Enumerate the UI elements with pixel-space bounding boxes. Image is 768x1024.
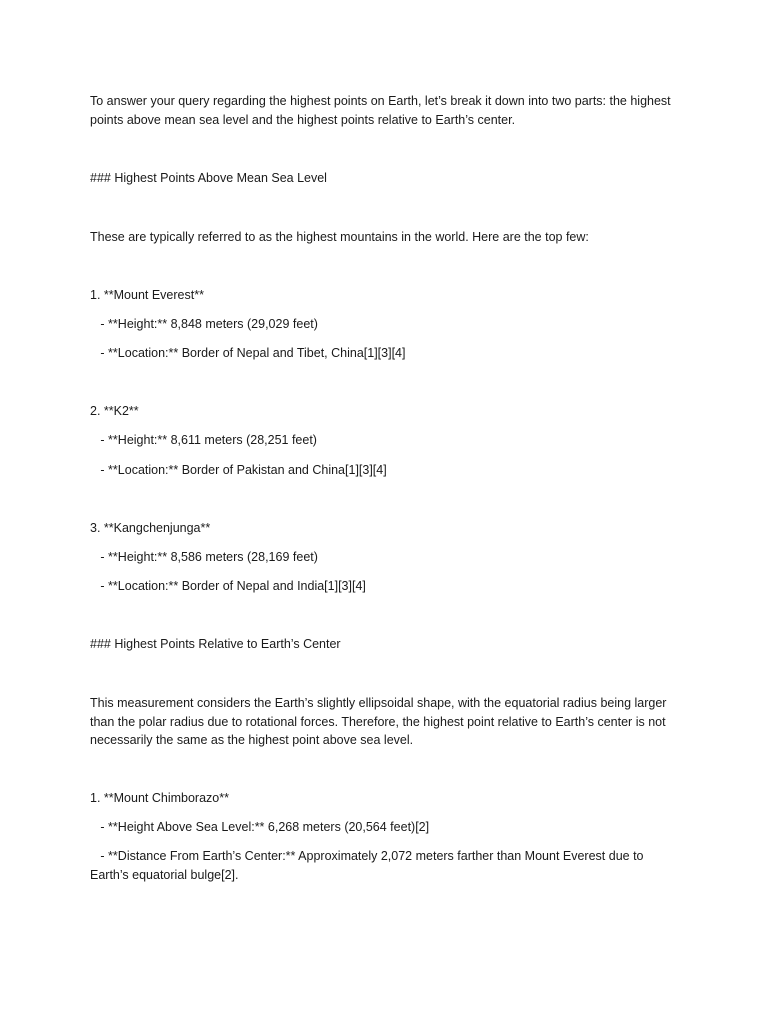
list-item-title: 3. **Kangchenjunga** bbox=[90, 521, 211, 535]
list-item-height: - **Height:** 8,848 meters (29,029 feet) bbox=[90, 317, 318, 331]
intro-paragraph: To answer your query regarding the highest points on Earth, let’s break it down into two parts: the highest points above mean sea level and the highest points relative to Earth’s center. bbox=[90, 94, 675, 127]
list-item-height: - **Height Above Sea Level:** 6,268 meters (20,564 feet)[2] bbox=[90, 820, 430, 834]
list-item-location: - **Location:** Border of Nepal and Tibet, China[1][3][4] bbox=[90, 346, 406, 360]
list-item-title: 1. **Mount Chimborazo** bbox=[90, 791, 229, 805]
section-heading-sea-level: ### Highest Points Above Mean Sea Level bbox=[90, 171, 327, 185]
section-heading-earth-center: ### Highest Points Relative to Earth’s Center bbox=[90, 637, 341, 651]
list-item-distance: - **Distance From Earth’s Center:** Approximately 2,072 meters farther than Mount Everest due to Earth’s equatorial bulge[2]. bbox=[90, 849, 647, 882]
list-item-title: 2. **K2** bbox=[90, 404, 139, 418]
list-item-height: - **Height:** 8,611 meters (28,251 feet) bbox=[90, 433, 317, 447]
list-item-location: - **Location:** Border of Nepal and India[1][3][4] bbox=[90, 579, 366, 593]
list-item-location: - **Location:** Border of Pakistan and China[1][3][4] bbox=[90, 463, 387, 477]
list-item-height: - **Height:** 8,586 meters (28,169 feet) bbox=[90, 550, 318, 564]
section-intro-sea-level: These are typically referred to as the highest mountains in the world. Here are the top few: bbox=[90, 230, 589, 244]
list-item-title: 1. **Mount Everest** bbox=[90, 288, 204, 302]
section-intro-earth-center: This measurement considers the Earth’s slightly ellipsoidal shape, with the equatorial radius being larger than the polar radius due to rotational forces. Therefore, the highest point relative to Earth’s center is not necessarily the same as the highest point above sea level. bbox=[90, 696, 670, 747]
